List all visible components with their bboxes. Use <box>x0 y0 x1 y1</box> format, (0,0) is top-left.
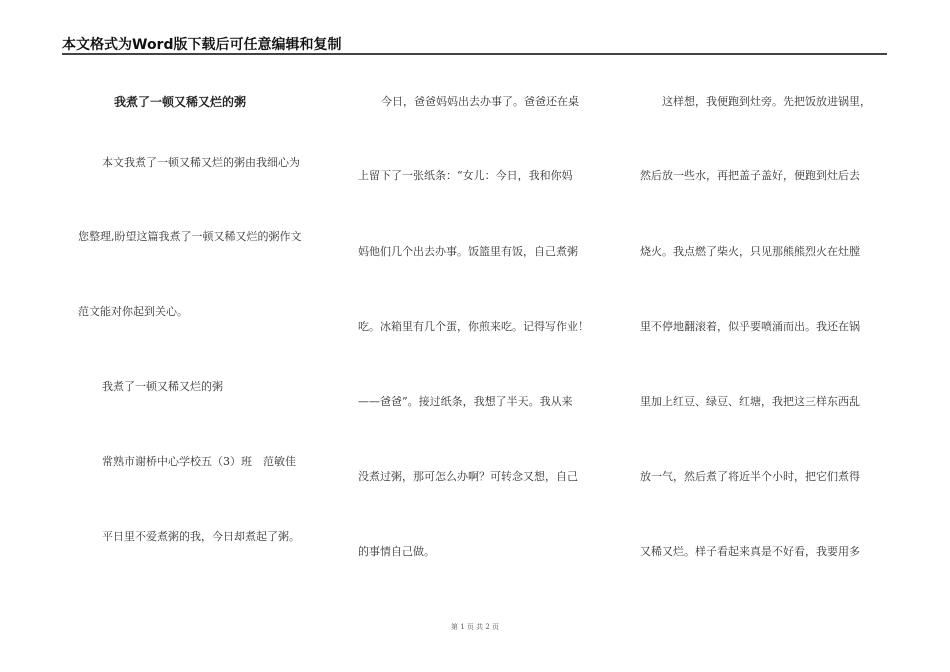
text-line: 然后放一些水，再把盖子盖好，便跑到灶后去 <box>640 169 860 182</box>
header-divider <box>62 53 887 55</box>
text-line: 妈他们几个出去办事。饭篮里有饭，自己煮粥 <box>358 245 578 258</box>
text-line: 烧火。我点燃了柴火，只见那熊熊烈火在灶膛 <box>640 245 860 258</box>
text-line: 您整理,盼望这篇我煮了一顿又稀又烂的粥作文 <box>78 230 302 243</box>
text-line: 我煮了一顿又稀又烂的粥 <box>102 380 223 393</box>
text-line: 今日，爸爸妈妈出去办事了。爸爸还在桌 <box>381 95 579 108</box>
text-line: 这样想，我便跑到灶旁。先把饭放进锅里， <box>662 95 871 108</box>
text-line: 里不停地翻滚着，似乎要喷涌而出。我还在锅 <box>640 320 860 333</box>
text-line: 的事情自己做。 <box>358 545 435 558</box>
text-line: 范文能对你起到关心。 <box>78 305 188 318</box>
text-line: 里加上红豆、绿豆、红塘，我把这三样东西乱 <box>640 395 860 408</box>
page-header-title: 本文格式为Word版下载后可任意编辑和复制 <box>62 37 342 53</box>
text-line: 没煮过粥，那可怎么办啊？可转念又想，自己 <box>358 470 578 483</box>
text-line: 常熟市谢桥中心学校五（3）班 范敏佳 <box>102 455 296 468</box>
text-line: 吃。冰箱里有几个蛋，你煎来吃。记得写作业！ <box>358 320 589 333</box>
page-number-footer: 第 1 页 共 2 页 <box>450 623 500 631</box>
text-line: 放一气，然后煮了将近半个小时，把它们煮得 <box>640 470 860 483</box>
text-line: 又稀又烂。样子看起来真是不好看，我要用多 <box>640 545 860 558</box>
document-title: 我煮了一顿又稀又烂的粥 <box>114 95 247 109</box>
text-line: ——爸爸”。接过纸条，我想了半天。我从来 <box>358 395 573 408</box>
text-line: 上留下了一张纸条：“女儿：今日，我和你妈 <box>358 169 573 182</box>
text-line: 本文我煮了一顿又稀又烂的粥由我细心为 <box>102 156 300 169</box>
text-line: 平日里不爱煮粥的我，今日却煮起了粥。 <box>102 530 300 543</box>
